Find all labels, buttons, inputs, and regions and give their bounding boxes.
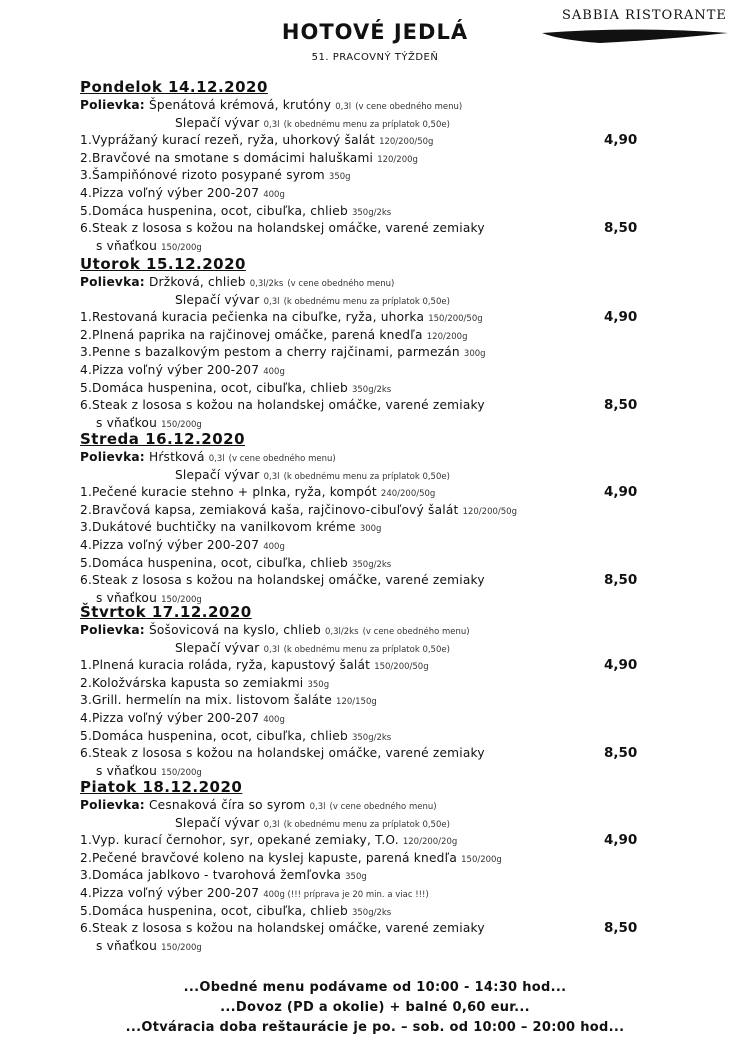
menu-item	[80, 886, 429, 900]
menu-item	[80, 363, 285, 377]
menu-item-price: 8,50	[604, 745, 638, 762]
menu-item	[80, 133, 433, 147]
menu-item	[80, 921, 485, 935]
soup2-name: Slepačí vývar	[175, 115, 260, 130]
menu-item	[96, 939, 202, 953]
menu-item-price: 8,50	[604, 220, 638, 237]
soup2-row	[175, 641, 450, 655]
week-subtitle: 51. PRACOVNÝ TÝŽDEŇ	[311, 52, 439, 63]
footer-line: ...Dovoz (PD a okolie) + balné 0,60 eur...	[220, 1000, 530, 1015]
soup-note: (v cene obedného menu)	[228, 454, 336, 464]
menu-item-portion: 120/200/50g	[379, 137, 434, 148]
menu-item	[80, 851, 502, 865]
soup2-name: Slepačí vývar	[175, 292, 260, 307]
menu-item-name: 2.Pečené bravčové koleno na kyslej kapuste, parená knedľa	[80, 850, 458, 865]
menu-item-name: 5.Domáca huspenina, ocot, cibuľka, chlieb	[80, 555, 348, 570]
menu-item-name: s vňaťkou	[96, 938, 158, 953]
menu-item	[80, 204, 391, 218]
menu-item	[96, 239, 202, 253]
menu-item-portion: 350g/2ks	[351, 207, 392, 218]
menu-item	[80, 556, 391, 570]
day-heading: Štvrtok 17.12.2020	[80, 603, 252, 621]
menu-item-portion: 150/200g	[161, 942, 202, 953]
menu-item-portion: 150/200g	[161, 242, 202, 253]
menu-item	[80, 485, 435, 499]
soup2-note: (k obednému menu za príplatok 0,50e)	[283, 471, 450, 482]
menu-item-name: 4.Pizza voľný výber 200-207	[80, 711, 260, 725]
menu-item	[80, 328, 467, 342]
soup2-row	[175, 816, 450, 830]
soup-size: 0,3l	[335, 102, 352, 112]
soup-size: 0,3l/2ks	[325, 627, 359, 637]
menu-item-name: 2.Plnená paprika na rajčinovej omáčke, parená knedľa	[80, 327, 423, 342]
soup-note: (v cene obedného menu)	[355, 102, 463, 112]
soup-label: Polievka:	[80, 450, 145, 464]
soup-label: Polievka:	[80, 623, 145, 637]
menu-item-name: 2.Bravčová kapsa, zemiaková kaša, rajčinovo-cibuľový šalát	[80, 502, 459, 517]
soup-label: Polievka:	[80, 798, 145, 812]
menu-item-portion: 120/150g	[336, 697, 377, 708]
menu-item-name: 6.Steak z lososa s kožou na holandskej omáčke, varené zemiaky	[80, 921, 485, 936]
menu-item-portion: 350g	[345, 872, 367, 883]
menu-item-portion: 350g	[328, 172, 351, 183]
soup-row	[80, 623, 470, 637]
menu-item-portion: 400g (!!! príprava je 20 min. a viac !!!)	[263, 890, 429, 900]
soup-label: Polievka:	[80, 275, 145, 289]
menu-item	[80, 186, 285, 200]
menu-item-name: 3.Šampiňónové rizoto posypané syrom	[80, 168, 325, 183]
soup2-size: 0,3l	[263, 296, 280, 307]
menu-item-name: 1.Pečené kuracie stehno + plnka, ryža, kompót	[80, 485, 377, 500]
menu-item-name: 1.Plnená kuracia roláda, ryža, kapustový šalát	[80, 658, 371, 673]
menu-item-name: 4.Pizza voľný výber 200-207	[80, 886, 260, 900]
menu-item	[80, 868, 367, 882]
day-heading: Pondelok 14.12.2020	[80, 78, 268, 96]
menu-item	[80, 904, 391, 918]
restaurant-logo	[540, 8, 730, 42]
day-heading: Utorok 15.12.2020	[80, 255, 246, 273]
menu-item-portion: 350g/2ks	[351, 384, 392, 395]
menu-item-portion: 150/200g	[161, 419, 202, 430]
soup2-name: Slepačí vývar	[175, 640, 260, 655]
menu-item	[96, 416, 202, 430]
menu-item	[80, 573, 485, 587]
soup-note: (v cene obedného menu)	[362, 627, 470, 637]
menu-item-portion: 150/200/50g	[428, 314, 483, 325]
soup-size: 0,3l	[208, 454, 225, 464]
footer-line: ...Obedné menu podávame od 10:00 - 14:30 hod...	[183, 980, 567, 995]
menu-item	[80, 833, 457, 847]
menu-item-portion: 300g	[359, 524, 382, 535]
menu-item	[80, 503, 517, 517]
menu-item-name: 5.Domáca huspenina, ocot, cibuľka, chlieb	[80, 203, 348, 218]
soup-size: 0,3l	[309, 802, 326, 812]
menu-item	[80, 676, 329, 690]
menu-item-name: 1.Restovaná kuracia pečienka na cibuľke, ryža, uhorka	[80, 310, 425, 325]
menu-item-name: 2.Koložvárska kapusta so zemiakmi	[80, 675, 304, 690]
menu-item-price: 4,90	[604, 309, 638, 326]
soup2-row	[175, 293, 450, 307]
menu-item-name: s vňaťkou	[96, 415, 158, 430]
menu-item-price: 4,90	[604, 132, 638, 149]
menu-item-name: s vňaťkou	[96, 590, 158, 605]
menu-item	[80, 693, 377, 707]
soup-row	[80, 450, 336, 464]
menu-item-portion: 150/200/50g	[374, 662, 429, 673]
menu-item-portion: 350g/2ks	[351, 732, 392, 743]
menu-item-portion: 150/200g	[161, 594, 202, 605]
menu-item-name: 5.Domáca huspenina, ocot, cibuľka, chlieb	[80, 728, 348, 743]
soup-name: Držková, chlieb	[148, 275, 246, 289]
soup2-name: Slepačí vývar	[175, 815, 260, 830]
menu-item-name: 6.Steak z lososa s kožou na holandskej omáčke, varené zemiaky	[80, 221, 485, 236]
menu-item-name: s vňaťkou	[96, 238, 158, 253]
menu-item-portion: 150/200g	[461, 854, 502, 865]
menu-item	[80, 310, 483, 324]
soup-row	[80, 798, 437, 812]
soup-name: Cesnaková číra so syrom	[148, 798, 306, 812]
footer-line: ...Otváracia doba reštaurácie je po. – sob. od 10:00 – 20:00 hod...	[125, 1020, 625, 1035]
soup-name: Špenátová krémová, krutóny	[148, 98, 332, 112]
day-heading: Streda 16.12.2020	[80, 430, 246, 448]
menu-item-name: 5.Domáca huspenina, ocot, cibuľka, chlieb	[80, 380, 348, 395]
day-heading: Piatok 18.12.2020	[80, 778, 243, 796]
menu-item	[80, 729, 391, 743]
soup2-size: 0,3l	[263, 644, 280, 655]
soup2-size: 0,3l	[263, 471, 280, 482]
menu-item-price: 4,90	[604, 484, 638, 501]
menu-item-name: 3.Domáca jablkovo - tvarohová žemľovka	[80, 868, 342, 883]
menu-item-portion: 400g	[263, 190, 285, 200]
soup2-note: (k obednému menu za príplatok 0,50e)	[283, 296, 450, 307]
menu-item	[80, 221, 485, 235]
menu-item-portion: 120/200g	[426, 331, 468, 342]
menu-item-name: 6.Steak z lososa s kožou na holandskej omáčke, varené zemiaky	[80, 746, 485, 761]
soup2-size: 0,3l	[263, 119, 280, 130]
menu-item-price: 8,50	[604, 397, 638, 414]
menu-item	[80, 711, 285, 725]
soup-name: Šošovicová na kyslo, chlieb	[148, 623, 321, 637]
menu-item-portion: 240/200/50g	[380, 489, 436, 500]
soup-name: Hŕstková	[148, 450, 205, 464]
menu-item-name: 5.Domáca huspenina, ocot, cibuľka, chlieb	[80, 903, 348, 918]
menu-item	[80, 398, 485, 412]
soup2-row	[175, 116, 450, 130]
menu-item-name: 6.Steak z lososa s kožou na holandskej omáčke, varené zemiaky	[80, 573, 485, 588]
menu-item-portion: 350g/2ks	[351, 907, 392, 918]
menu-item-name: 3.Grill. hermelín na mix. listovom šaláte	[80, 693, 332, 708]
logo-swoosh-icon	[540, 28, 730, 44]
menu-item	[80, 746, 485, 760]
menu-item-name: 1.Vyprážaný kurací rezeň, ryža, uhorkový šalát	[80, 133, 375, 148]
soup-row	[80, 98, 462, 112]
menu-item-portion: 120/200/50g	[462, 506, 517, 517]
menu-item-price: 8,50	[604, 920, 638, 937]
menu-item	[80, 658, 429, 672]
soup2-note: (k obednému menu za príplatok 0,50e)	[283, 644, 450, 655]
menu-item	[80, 538, 285, 552]
menu-item-price: 4,90	[604, 832, 638, 849]
menu-item-name: 4.Pizza voľný výber 200-207	[80, 186, 260, 200]
soup2-name: Slepačí vývar	[175, 467, 260, 482]
menu-item-name: 4.Pizza voľný výber 200-207	[80, 363, 260, 377]
menu-item-name: 2.Bravčové na smotane s domácimi haluškami	[80, 150, 374, 165]
soup-label: Polievka:	[80, 98, 145, 112]
soup-note: (v cene obedného menu)	[287, 279, 395, 289]
menu-item-name: s vňaťkou	[96, 763, 158, 778]
soup2-note: (k obednému menu za príplatok 0,50e)	[283, 819, 450, 830]
menu-item-price: 4,90	[604, 657, 638, 674]
soup-note: (v cene obedného menu)	[329, 802, 437, 812]
menu-item	[80, 168, 351, 182]
menu-item-name: 3.Dukátové buchtičky na vanilkovom kréme	[80, 520, 356, 535]
soup-size: 0,3l/2ks	[249, 279, 284, 289]
menu-item-portion: 300g	[463, 349, 486, 360]
menu-item	[80, 520, 381, 534]
menu-item-portion: 350g/2ks	[351, 559, 392, 570]
menu-item-portion: 150/200g	[161, 767, 202, 778]
soup2-size: 0,3l	[263, 819, 280, 830]
menu-item-name: 3.Penne s bazalkovým pestom a cherry rajčinami, parmezán	[80, 345, 460, 360]
menu-item-portion: 400g	[263, 715, 285, 725]
logo-text: SABBIA RISTORANTE	[562, 8, 727, 23]
menu-item-name: 4.Pizza voľný výber 200-207	[80, 538, 260, 552]
menu-item-portion: 120/200/20g	[402, 837, 458, 848]
menu-item	[80, 345, 486, 359]
menu-item-portion: 400g	[263, 542, 285, 552]
soup2-note: (k obednému menu za príplatok 0,50e)	[283, 119, 450, 130]
menu-item-price: 8,50	[604, 572, 638, 589]
menu-item	[96, 764, 202, 778]
page-title: HOTOVÉ JEDLÁ	[281, 20, 469, 44]
menu-item	[80, 151, 418, 165]
menu-item-portion: 350g	[307, 679, 330, 690]
menu-item-portion: 400g	[263, 367, 285, 377]
menu-item-name: 6.Steak z lososa s kožou na holandskej omáčke, varené zemiaky	[80, 398, 485, 413]
menu-item-portion: 120/200g	[377, 154, 418, 165]
menu-item	[80, 381, 391, 395]
menu-item-name: 1.Vyp. kurací černohor, syr, opekané zemiaky, T.O.	[80, 833, 399, 848]
soup2-row	[175, 468, 450, 482]
soup-row	[80, 275, 394, 289]
